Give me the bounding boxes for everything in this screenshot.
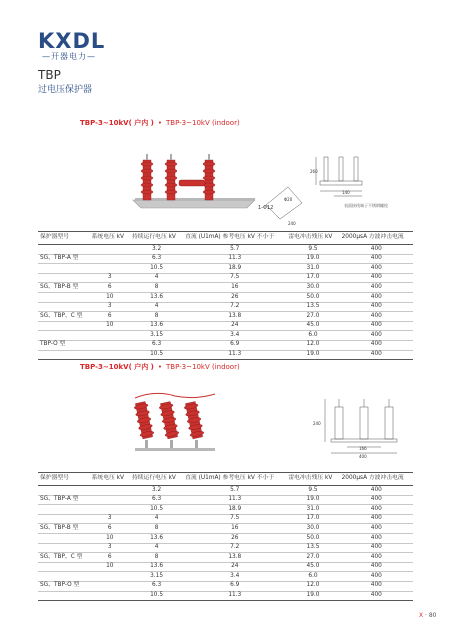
cell: 19.0 <box>286 495 339 505</box>
cell: 6.3 <box>130 581 183 591</box>
dim-label-2: 166 <box>359 446 367 451</box>
cell: 50.0 <box>286 533 339 543</box>
bullet-icon: • <box>157 363 162 371</box>
cell: 5.7 <box>183 245 286 255</box>
cell: 8 <box>130 312 183 322</box>
table-row <box>38 331 413 341</box>
dim-label-2: Φ20 <box>284 197 293 202</box>
header-continuous-voltage: 持续运行电压 kV <box>130 473 183 486</box>
cell: 10.5 <box>130 350 183 360</box>
cell <box>38 514 90 524</box>
table-header-row <box>38 473 413 486</box>
cell: 10 <box>90 321 130 331</box>
table-row <box>38 312 413 322</box>
cell: 24 <box>183 562 286 572</box>
cell <box>38 505 90 515</box>
cell-model: SG、TBP-A 型 <box>38 254 90 264</box>
cell: 6.9 <box>183 581 286 591</box>
table-row <box>38 591 413 601</box>
cell: 26 <box>183 533 286 543</box>
dim-label-1: 1-Φ12 <box>258 205 274 211</box>
cell: 3.2 <box>130 245 183 255</box>
page-title: TBP <box>38 68 61 82</box>
section-1-heading-en: TBP-3~10kV (indoor) <box>166 119 240 127</box>
cell: 27.0 <box>286 553 339 563</box>
cell: 13.6 <box>130 562 183 572</box>
cell: 4 <box>130 543 183 553</box>
cell: 3 <box>90 514 130 524</box>
table-row <box>38 254 413 264</box>
cell <box>38 533 90 543</box>
table-row <box>38 533 413 543</box>
cell: 19.0 <box>286 254 339 264</box>
cell: 6 <box>90 524 130 534</box>
cell: 6.3 <box>130 340 183 350</box>
table-row <box>38 283 413 293</box>
cell: 6 <box>90 312 130 322</box>
cell: 400 <box>340 553 413 563</box>
cell: 400 <box>340 591 413 601</box>
cell <box>90 340 130 350</box>
cell-model: TBP-O 型 <box>38 340 90 350</box>
cell <box>38 321 90 331</box>
cell <box>90 495 130 505</box>
cell: 19.0 <box>286 350 339 360</box>
cell: 8 <box>130 524 183 534</box>
table-row <box>38 495 413 505</box>
cell <box>38 302 90 312</box>
cell-model: SG、TBP、C 型 <box>38 553 90 563</box>
cell: 10.5 <box>130 591 183 601</box>
cell <box>38 562 90 572</box>
cell: 13.6 <box>130 321 183 331</box>
cell: 400 <box>340 264 413 274</box>
cell: 10 <box>90 292 130 302</box>
header-continuous-voltage: 持续运行电压 kV <box>130 232 183 245</box>
page-number-value: 80 <box>428 612 437 619</box>
cell-model: SG、TBP-A 型 <box>38 495 90 505</box>
brand-tagline: —开器电力— <box>42 52 96 61</box>
cell: 13.6 <box>130 292 183 302</box>
cell: 27.0 <box>286 312 339 322</box>
dim-label-3: 400 <box>359 454 367 459</box>
cell <box>90 254 130 264</box>
header-model: 保护器型号 <box>38 232 90 245</box>
cell: 400 <box>340 495 413 505</box>
cell <box>90 350 130 360</box>
dim-label-3: 240 <box>288 221 296 226</box>
cell <box>90 572 130 582</box>
cell: 400 <box>340 321 413 331</box>
table-row <box>38 524 413 534</box>
page-subtitle: 过电压保护器 <box>38 85 93 95</box>
section-1-heading-cn: TBP-3~10kV( 户内 ) <box>80 119 154 127</box>
cell: 18.9 <box>183 264 286 274</box>
brand-logo: KXDL <box>38 29 106 53</box>
dimension-diagram-1 <box>258 143 368 228</box>
cell: 400 <box>340 350 413 360</box>
dim-label-1: 240 <box>313 421 321 426</box>
cell: 400 <box>340 312 413 322</box>
table-row <box>38 264 413 274</box>
cell: 12.0 <box>286 581 339 591</box>
cell: 10 <box>90 562 130 572</box>
cell <box>38 245 90 255</box>
section-1-heading <box>80 119 240 128</box>
header-square-wave-current: 2000μsA 方波冲击电流 <box>340 473 413 486</box>
header-lightning-residual: 雷电冲击残压 kV <box>286 473 339 486</box>
table-header-row <box>38 232 413 245</box>
section-2-heading-en: TBP-3~10kV (indoor) <box>166 363 240 371</box>
table-row <box>38 572 413 582</box>
page-number-prefix: X <box>419 612 424 619</box>
bullet-icon: • <box>157 119 162 127</box>
cell: 13.6 <box>130 533 183 543</box>
table-row <box>38 273 413 283</box>
header-system-voltage: 系统电压 kV <box>90 232 130 245</box>
cell: 400 <box>340 486 413 496</box>
cell: 400 <box>340 302 413 312</box>
cell <box>38 350 90 360</box>
cell: 5.7 <box>183 486 286 496</box>
cell <box>38 273 90 283</box>
cell: 11.3 <box>183 254 286 264</box>
cell: 6.0 <box>286 331 339 341</box>
table-row <box>38 543 413 553</box>
page-number: X · 80 <box>419 612 437 619</box>
cell: 6.3 <box>130 254 183 264</box>
cell: 400 <box>340 245 413 255</box>
cell: 13.8 <box>183 312 286 322</box>
header-dc-reference-voltage: 直流 (U1mA) 参考电压 kV 不小于 <box>183 232 286 245</box>
cell <box>90 581 130 591</box>
cell: 9.5 <box>286 486 339 496</box>
table-row <box>38 562 413 572</box>
cell: 4 <box>130 302 183 312</box>
cell: 400 <box>340 292 413 302</box>
product-photo-1 <box>115 148 265 218</box>
cell: 13.8 <box>183 553 286 563</box>
cell <box>38 591 90 601</box>
cell: 4 <box>130 273 183 283</box>
cell: 11.3 <box>183 495 286 505</box>
cell: 7.2 <box>183 543 286 553</box>
cell: 30.0 <box>286 283 339 293</box>
cell: 13.5 <box>286 302 339 312</box>
cell: 6.3 <box>130 495 183 505</box>
dimension-diagram-2 <box>305 395 415 460</box>
cell: 3.15 <box>130 572 183 582</box>
cell: 17.0 <box>286 514 339 524</box>
header-dc-reference-voltage: 直流 (U1mA) 参考电压 kV 不小于 <box>183 473 286 486</box>
cell <box>38 543 90 553</box>
cell: 400 <box>340 543 413 553</box>
cell: 31.0 <box>286 505 339 515</box>
cell: 3.4 <box>183 331 286 341</box>
cell: 24 <box>183 321 286 331</box>
table-row <box>38 486 413 496</box>
table-row <box>38 514 413 524</box>
cell: 16 <box>183 524 286 534</box>
cell <box>90 486 130 496</box>
cell: 45.0 <box>286 321 339 331</box>
cell: 26 <box>183 292 286 302</box>
cell: 6 <box>90 553 130 563</box>
table-row <box>38 292 413 302</box>
cell: 3 <box>90 302 130 312</box>
cell: 6.9 <box>183 340 286 350</box>
cell: 400 <box>340 581 413 591</box>
cell: 400 <box>340 331 413 341</box>
section-2-heading <box>80 363 240 372</box>
diagram-note: 表面接线端子不锈钢螺栓 <box>344 203 388 208</box>
cell: 3.4 <box>183 572 286 582</box>
cell <box>90 591 130 601</box>
cell: 7.5 <box>183 514 286 524</box>
cell <box>90 245 130 255</box>
cell: 400 <box>340 533 413 543</box>
cell <box>90 331 130 341</box>
cell: 18.9 <box>183 505 286 515</box>
cell: 10.5 <box>130 264 183 274</box>
cell: 45.0 <box>286 562 339 572</box>
cell: 4 <box>130 514 183 524</box>
cell: 3 <box>90 543 130 553</box>
cell-model: SG、TBP、C 型 <box>38 312 90 322</box>
cell: 400 <box>340 254 413 264</box>
header-model: 保护器型号 <box>38 473 90 486</box>
cell: 8 <box>130 553 183 563</box>
spec-table-1 <box>38 231 413 360</box>
cell: 12.0 <box>286 340 339 350</box>
table-row <box>38 340 413 350</box>
cell: 400 <box>340 283 413 293</box>
cell: 9.5 <box>286 245 339 255</box>
cell: 31.0 <box>286 264 339 274</box>
cell: 30.0 <box>286 524 339 534</box>
cell: 3.2 <box>130 486 183 496</box>
cell: 400 <box>340 524 413 534</box>
cell: 17.0 <box>286 273 339 283</box>
table-row <box>38 245 413 255</box>
cell <box>38 486 90 496</box>
cell <box>38 264 90 274</box>
table-row <box>38 321 413 331</box>
cell: 11.3 <box>183 350 286 360</box>
cell-model: SG、TBP-B 型 <box>38 283 90 293</box>
table-row <box>38 581 413 591</box>
cell: 3.15 <box>130 331 183 341</box>
table-row <box>38 350 413 360</box>
cell: 3 <box>90 273 130 283</box>
cell: 400 <box>340 340 413 350</box>
section-2-heading-cn: TBP-3~10kV( 户内 ) <box>80 363 154 371</box>
cell <box>38 331 90 341</box>
cell: 11.3 <box>183 591 286 601</box>
cell-model: SG、TBP-B 型 <box>38 524 90 534</box>
cell <box>90 264 130 274</box>
dim-label-5: 140 <box>342 190 350 195</box>
cell: 400 <box>340 562 413 572</box>
cell <box>38 292 90 302</box>
dim-label-4: 260 <box>310 169 318 174</box>
cell: 19.0 <box>286 591 339 601</box>
cell: 7.2 <box>183 302 286 312</box>
cell: 7.5 <box>183 273 286 283</box>
product-photo-2 <box>115 390 240 455</box>
table-row <box>38 505 413 515</box>
cell: 50.0 <box>286 292 339 302</box>
cell: 16 <box>183 283 286 293</box>
cell: 6 <box>90 283 130 293</box>
header-square-wave-current: 2000μsA 方波冲击电流 <box>340 232 413 245</box>
spec-table-2 <box>38 472 413 601</box>
cell: 6.0 <box>286 572 339 582</box>
cell: 400 <box>340 505 413 515</box>
header-system-voltage: 系统电压 kV <box>90 473 130 486</box>
cell: 8 <box>130 283 183 293</box>
header-lightning-residual: 雷电冲击残压 kV <box>286 232 339 245</box>
cell <box>90 505 130 515</box>
table-row <box>38 302 413 312</box>
cell: 13.5 <box>286 543 339 553</box>
cell: 400 <box>340 572 413 582</box>
cell: 400 <box>340 273 413 283</box>
cell: 10.5 <box>130 505 183 515</box>
cell <box>38 572 90 582</box>
cell-model: SG、TBP-O 型 <box>38 581 90 591</box>
cell: 10 <box>90 533 130 543</box>
cell: 400 <box>340 514 413 524</box>
table-row <box>38 553 413 563</box>
